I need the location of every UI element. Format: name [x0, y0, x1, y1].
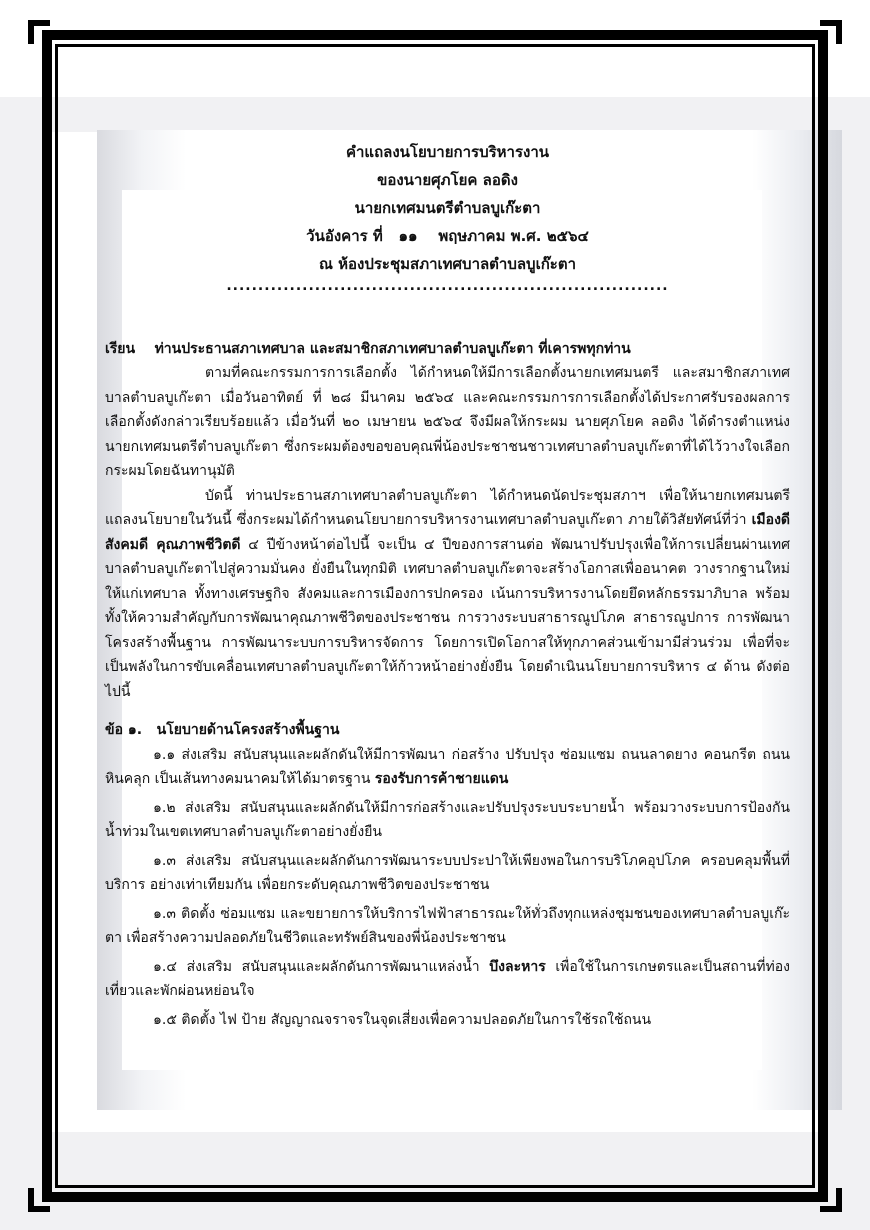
- policy-item: [105, 796, 790, 845]
- policy-item-emphasis: บึงละหาร: [489, 958, 546, 975]
- paragraph-election: ตามที่คณะกรรมการการเลือกตั้ง ได้กำหนดให้มีการเลือกตั้งนายกเทศมนตรี และสมาชิกสภาเทศบาลตำบลบูเก๊ะตา เมื่อวันอาทิตย์ ที่ ๒๘ มีนาคม ๒๕๖๔ และคณะกรรมการการเลือกตั้งได้ประกาศรับรองผลการเลือกตั้งดังกล่าวเรียบร้อยแล้ว เมื่อวันที่ ๒๐ เมษายน ๒๕๖๔ จึงมีผลให้กระผม นายศุภโยค ลอดิง ได้ดำรงตำแหน่งนายกเทศมนตรีตำบลบูเก๊ะตา ซึ่งกระผมต้องขอขอบคุณพี่น้องประชาชนชาวเทศบาลตำบลบูเก๊ะตาที่ได้ไว้วางใจเลือกกระผมโดยฉันทานุมัติ: [105, 365, 790, 479]
- border-inner-left: [55, 44, 58, 1188]
- title-dotted-rule: ......................................................................: [226, 278, 669, 294]
- border-corner-ornament: [28, 1188, 34, 1212]
- vision-statement: เมืองดี สังคมดี คุณภาพชีวิตดี: [105, 512, 790, 553]
- border-corner-ornament: [836, 20, 842, 44]
- salutation: เรียน ท่านประธานสภาเทศบาล และสมาชิกสภาเทศบาลตำบลบูเก๊ะตา ที่เคารพทุกท่าน: [105, 340, 631, 357]
- policy-item: [105, 902, 790, 951]
- policy-item-text: ๑.๔ ส่งเสริม สนับสนุนและผลักดันการพัฒนาแหล่งน้ำ: [153, 958, 490, 975]
- title-date-line: วันอังคาร ที่ ๑๑ พฤษภาคม พ.ศ. ๒๕๖๔: [306, 227, 589, 245]
- document-body: [105, 138, 790, 1032]
- border-outer-right: [818, 30, 828, 1202]
- policy-item-text: ๑.๓ ติดตั้ง ซ่อมแซม และขยายการให้บริการไฟฟ้าสาธารณะให้ทั่วถึงทุกแหล่งชุมชนของเทศบาลตำบลบูเก๊ะตา เพื่อสร้างความปลอดภัยในชีวิตและทรัพย์สินของพี่น้องประชาชน: [105, 905, 790, 946]
- policy-item-emphasis: รองรับการค้าชายแดน: [374, 771, 509, 787]
- policy-item-text: ๑.๓ ส่งเสริม สนับสนุนและผลักดันการพัฒนาระบบประปาให้เพียงพอในการบริโภคอุปโภค ครอบคลุมพื้นที่บริการ อย่างเท่าเทียมกัน เพื่อยกระดับคุณภาพชีวิตของประชาชน: [105, 852, 790, 893]
- title-line-3: นายกเทศมนตรีตำบลบูเก๊ะตา: [354, 199, 541, 217]
- paragraph-vision: [105, 484, 790, 705]
- border-corner-ornament: [836, 1188, 842, 1212]
- vision-continuation-text: ๔ ปีข้างหน้าต่อไปนี้ จะเป็น ๔ ปีของการสานต่อ พัฒนาปรับปรุงเพื่อให้การเปลี่ยนผ่านเทศบาลตำบลบูเก๊ะตาไปสู่ความมั่นคง ยั่งยืนในทุกมิติ เทศบาลตำบลบูเก๊ะตาจะสร้างโอกาสเพื่ออนาคต วางรากฐานใหม่ให้แก่เทศบาล ทั้งทางเศรษฐกิจ สังคมและการเมืองการปกครอง เน้นการบริหารงานโดยยึดหลักธรรมาภิบาล พร้อมทั้งให้ความสำคัญกับการพัฒนาคุณภาพชีวิตของประชาชน การวางระบบสาธารณูปโภค สาธารณูปการ การพัฒนาโครงสร้างพื้นฐาน การพัฒนาระบบการบริหารจัดการ โดยการเปิดโอกาสให้ทุกภาคส่วนเข้ามามีส่วนร่วม เพื่อที่จะเป็นพลังในการขับเคลื่อนเทศบาลตำบลบูเก๊ะตาให้ก้าวหน้าอย่างยั่งยืน โดยดำเนินนโยบายการบริหาร ๔ ด้าน ดังต่อไปนี้: [105, 536, 790, 700]
- policy-item: [105, 849, 790, 898]
- border-outer-top: [42, 30, 828, 40]
- border-inner-top: [55, 44, 815, 47]
- vision-intro-text: บัดนี้ ท่านประธานสภาเทศบาลตำบลบูเก๊ะตา ได้กำหนดนัดประชุมสภาฯ เพื่อให้นายกเทศมนตรีแถลงนโยบายในวันนี้ ซึ่งกระผมได้กำหนดนโยบายการบริหารงานเทศบาลตำบลบูเก๊ะตา ภายใต้วิสัยทัศน์ที่ว่า: [105, 487, 790, 528]
- policy-item-text: ๑.๒ ส่งเสริม สนับสนุนและผลักดันให้มีการก่อสร้างและปรับปรุงระบบระบายน้ำ พร้อมวางระบบการป้องกันน้ำท่วมในเขตเทศบาลตำบลบูเก๊ะตาอย่างยั่งยืน: [105, 799, 790, 840]
- border-corner-ornament: [28, 20, 34, 44]
- policy-item: [105, 955, 790, 1004]
- section-heading: ข้อ ๑. นโยบายด้านโครงสร้างพื้นฐาน: [105, 722, 340, 738]
- title-line-2: ของนายศุภโยค ลอดิง: [377, 171, 518, 189]
- policy-item-text: ๑.๑ ส่งเสริม สนับสนุนและผลักดันให้มีการพัฒนา ก่อสร้าง ปรับปรุง ซ่อมแซม ถนนลาดยาง คอนกรีต ถนนหินคลุก เป็นเส้นทางคมนาคมให้ได้มาตรฐาน: [105, 746, 790, 787]
- title-line-1: คำแถลงนโยบายการบริหารงาน: [345, 143, 550, 161]
- border-outer-left: [42, 30, 52, 1202]
- border-outer-bottom: [42, 1192, 828, 1202]
- policy-item-text: ๑.๕ ติดตั้ง ไฟ ป้าย สัญญาณจราจรในจุดเสี่ยงเพื่อความปลอดภัยในการใช้รถใช้ถนน: [153, 1011, 652, 1028]
- policy-item: [105, 1008, 790, 1033]
- page-background-top: [0, 0, 870, 97]
- policy-item-tail: เพื่อใช้ในการเกษตรและเป็นสถานที่ท่องเที่ยวและพักผ่อนหย่อนใจ: [105, 958, 790, 999]
- policy-item: [105, 743, 790, 792]
- border-inner-bottom: [55, 1185, 815, 1188]
- border-inner-right: [812, 44, 815, 1188]
- title-venue-line: ณ ห้องประชุมสภาเทศบาลตำบลบูเก๊ะตา: [318, 255, 577, 273]
- page-background-bottom: [0, 1132, 870, 1230]
- page-background-band: [0, 97, 870, 132]
